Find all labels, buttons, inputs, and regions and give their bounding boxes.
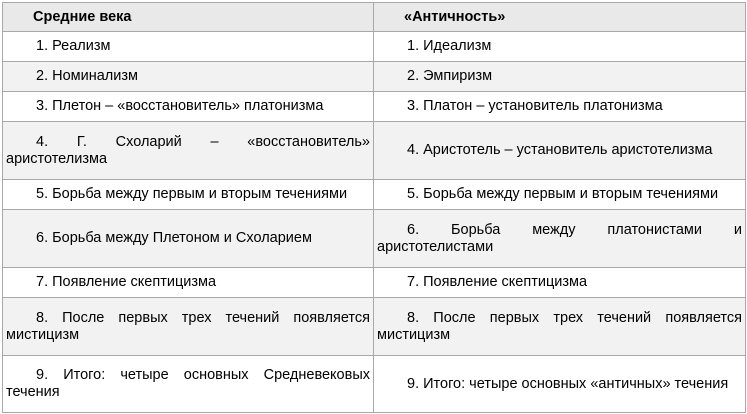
cell-left: 3. Плетон – «восстановитель» платонизма <box>3 92 374 122</box>
cell-right <box>374 356 746 413</box>
cell-left: 7. Появление скептицизма <box>3 268 374 298</box>
cell-text: 9. Итого: четыре основных «античных» течения <box>407 375 729 392</box>
cell-right: 7. Появление скептицизма <box>374 268 746 298</box>
cell-right <box>374 210 746 268</box>
table-row <box>3 62 746 92</box>
header-middle-ages: Средние века <box>3 3 374 32</box>
cell-text: 6. Борьба между платонистами и аристотелистами <box>377 221 742 255</box>
table-row <box>3 92 746 122</box>
cell-left: 6. Борьба между Плетоном и Схоларием <box>3 210 374 268</box>
cell-left <box>3 298 374 356</box>
cell-text: 4. Г. Схоларий – «восстановитель» аристотелизма <box>6 133 370 167</box>
cell-text: 9. Итого: четыре основных Средневековых течения <box>6 367 370 400</box>
comparison-table <box>2 2 746 413</box>
cell-right: 1. Идеализм <box>374 32 746 62</box>
table-row <box>3 180 746 210</box>
table-row <box>3 32 746 62</box>
table-row <box>3 356 746 413</box>
cell-right: 5. Борьба между первым и вторым течениями <box>374 180 746 210</box>
cell-left: 5. Борьба между первым и вторым течениями <box>3 180 374 210</box>
cell-right: 4. Аристотель – установитель аристотелизма <box>374 122 746 180</box>
header-row <box>3 3 746 32</box>
cell-left: 1. Реализм <box>3 32 374 62</box>
table-row <box>3 210 746 268</box>
cell-left: 2. Номинализм <box>3 62 374 92</box>
cell-right: 3. Платон – установитель платонизма <box>374 92 746 122</box>
table-row <box>3 298 746 356</box>
cell-text: 8. После первых трех течений появляется мистицизм <box>377 309 742 343</box>
header-antiquity: «Античность» <box>374 3 746 32</box>
cell-text: 8. После первых трех течений появляется мистицизм <box>6 309 370 343</box>
cell-right <box>374 298 746 356</box>
cell-left <box>3 122 374 180</box>
cell-right: 2. Эмпиризм <box>374 62 746 92</box>
table-row <box>3 122 746 180</box>
table-row <box>3 268 746 298</box>
cell-left <box>3 356 374 413</box>
